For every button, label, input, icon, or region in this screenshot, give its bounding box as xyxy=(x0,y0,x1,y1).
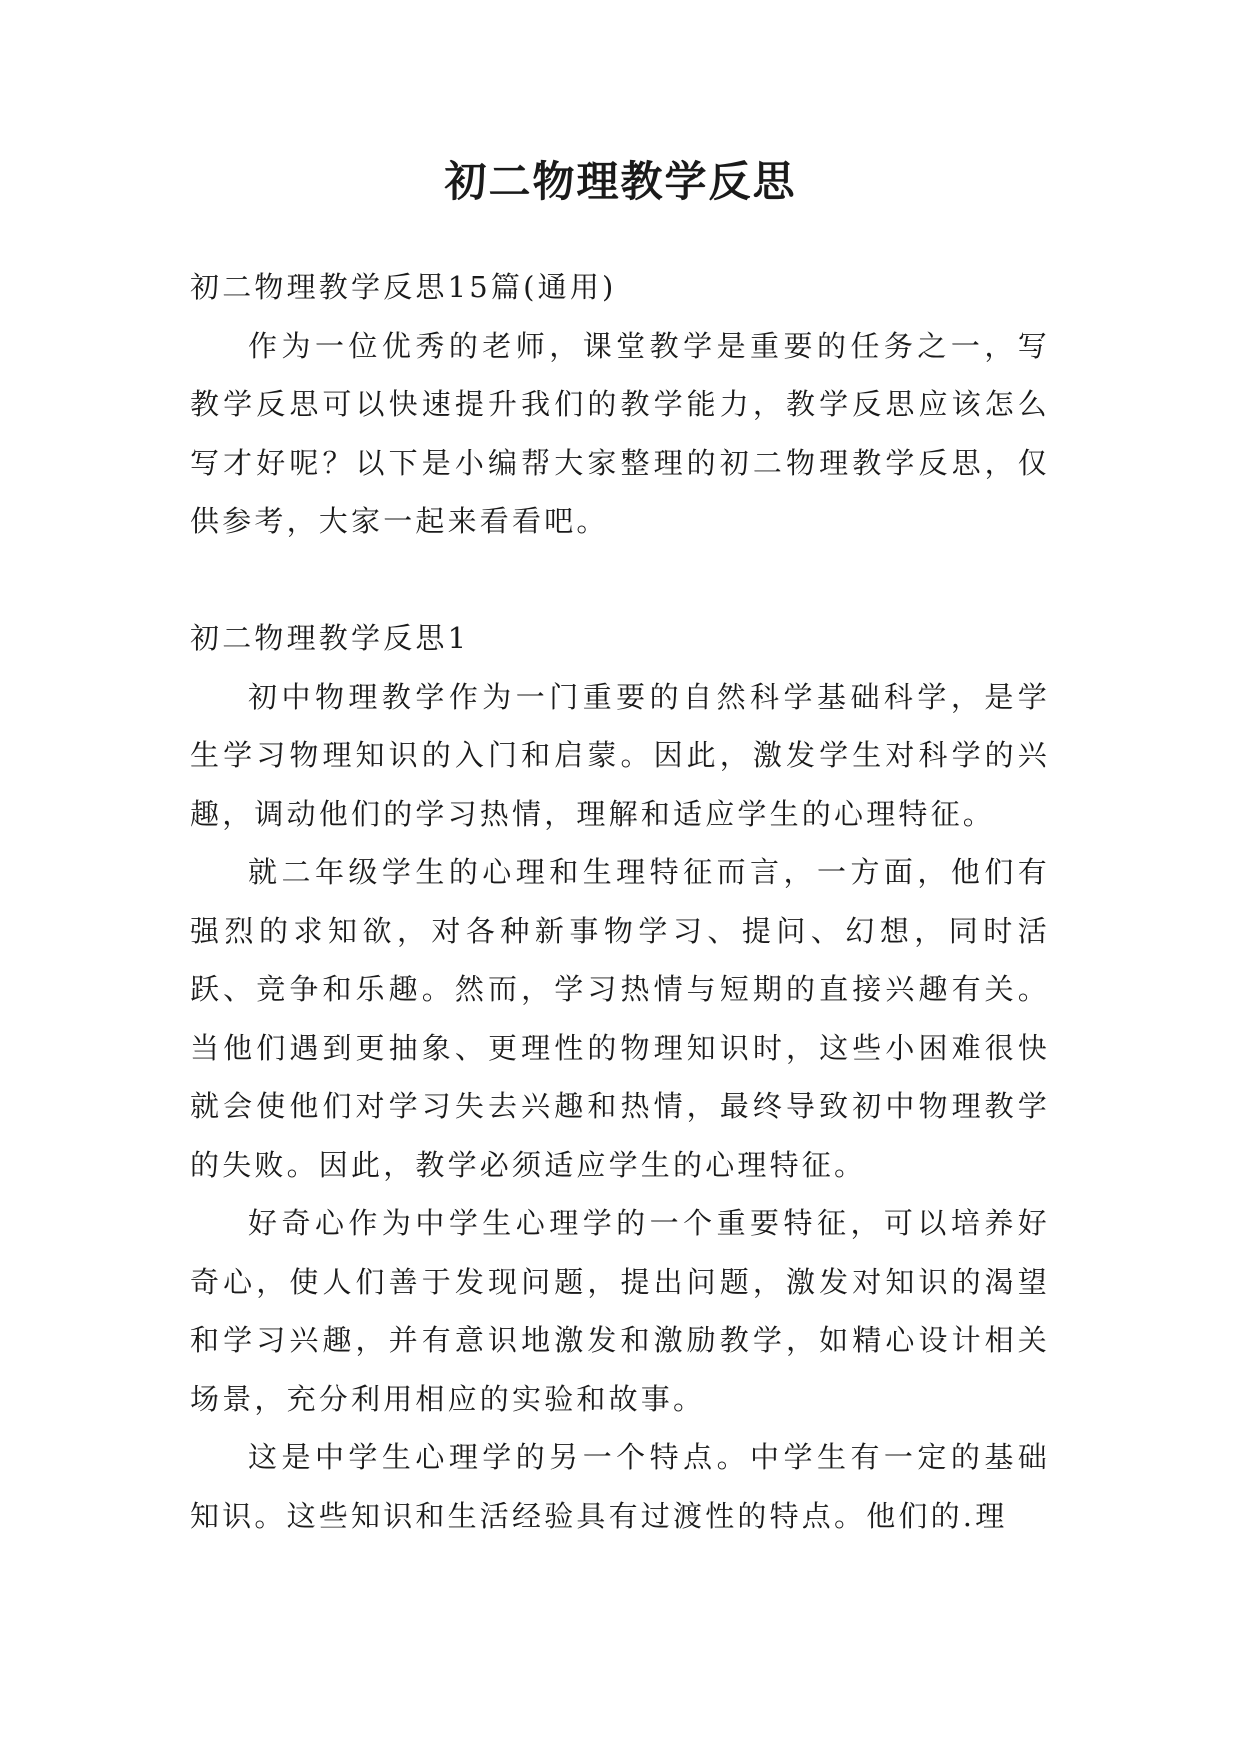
intro-paragraph: 作为一位优秀的老师，课堂教学是重要的任务之一，写教学反思可以快速提升我们的教学能力，教学反思应该怎么写才好呢？以下是小编帮大家整理的初二物理教学反思，仅供参考，大家一起来看看吧。 xyxy=(190,328,1050,538)
document-body xyxy=(190,258,1050,1545)
section-paragraph: 初中物理教学作为一门重要的自然科学基础科学，是学生学习物理知识的入门和启蒙。因此，激发学生对科学的兴趣，调动他们的学习热情，理解和适应学生的心理特征。 xyxy=(190,679,1050,831)
section-paragraph: 好奇心作为中学生心理学的一个重要特征，可以培养好奇心，使人们善于发现问题，提出问题，激发对知识的渴望和学习兴趣，并有意识地激发和激励教学，如精心设计相关场景，充分利用相应的实验和故事。 xyxy=(190,1206,1050,1416)
document-subtitle: 初二物理教学反思15篇(通用) xyxy=(190,270,617,304)
document-title: 初二物理教学反思 xyxy=(444,157,797,206)
section-paragraph: 这是中学生心理学的另一个特点。中学生有一定的基础知识。这些知识和生活经验具有过渡性的特点。他们的.理 xyxy=(190,1440,1050,1533)
section-paragraph: 就二年级学生的心理和生理特征而言，一方面，他们有强烈的求知欲，对各种新事物学习、提问、幻想，同时活跃、竞争和乐趣。然而，学习热情与短期的直接兴趣有关。当他们遇到更抽象、更理性的物理知识时，这些小困难很快就会使他们对学习失去兴趣和热情，最终导致初中物理教学的失败。因此，教学必须适应学生的心理特征。 xyxy=(190,855,1050,1182)
section-heading: 初二物理教学反思1 xyxy=(190,621,470,655)
